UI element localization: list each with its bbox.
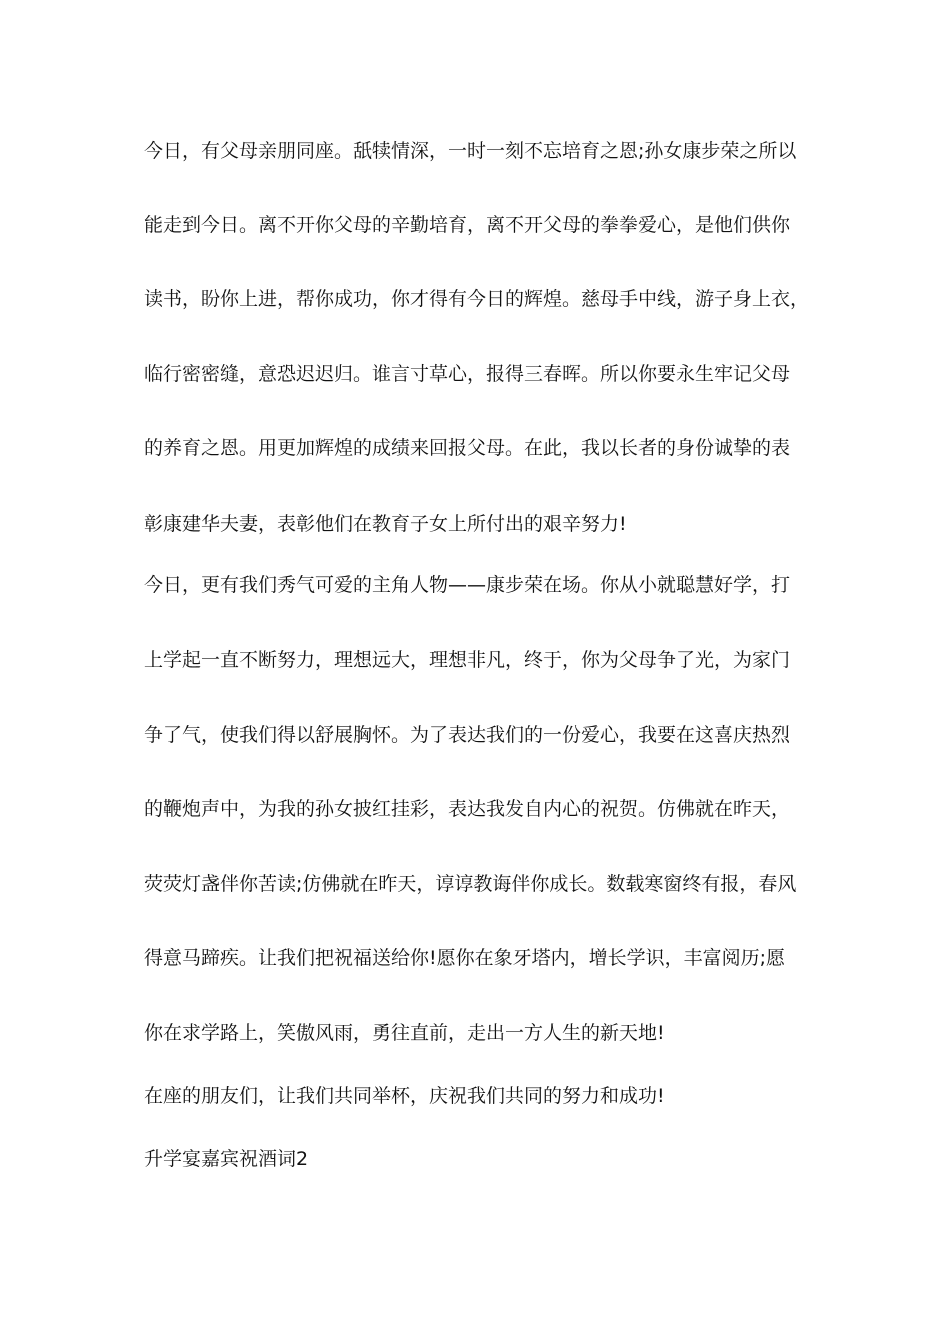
paragraph-line: 得意马蹄疾。让我们把祝福送给你!愿你在象牙塔内，增长学识，丰富阅历;愿 [144,947,786,969]
paragraph-line: 的鞭炮声中，为我的孙女披红挂彩，表达我发自内心的祝贺。仿佛就在昨天， [144,798,791,820]
paragraph-line: 今日，更有我们秀气可爱的主角人物——康步荣在场。你从小就聪慧好学，打 [144,574,791,596]
section-heading: 升学宴嘉宾祝酒词2 [144,1148,309,1170]
paragraph-line: 的养育之恩。用更加辉煌的成绩来回报父母。在此，我以长者的身份诚挚的表 [144,437,791,459]
paragraph-line: 读书，盼你上进，帮你成功，你才得有今日的辉煌。慈母手中线，游子身上衣， [144,288,810,310]
paragraph-line: 能走到今日。离不开你父母的辛勤培育，离不开父母的拳拳爱心，是他们供你 [144,214,791,236]
paragraph-line: 今日，有父母亲朋同座。舐犊情深，一时一刻不忘培育之恩;孙女康步荣之所以 [144,140,797,162]
paragraph-line: 临行密密缝，意恐迟迟归。谁言寸草心，报得三春晖。所以你要永生牢记父母 [144,363,791,385]
paragraph-line: 彰康建华夫妻，表彰他们在教育子女上所付出的艰辛努力! [144,513,627,535]
paragraph-line: 你在求学路上，笑傲风雨，勇往直前，走出一方人生的新天地! [144,1022,665,1044]
paragraph-line: 在座的朋友们，让我们共同举杯，庆祝我们共同的努力和成功! [144,1085,665,1107]
paragraph-line: 争了气，使我们得以舒展胸怀。为了表达我们的一份爱心，我要在这喜庆热烈 [144,724,791,746]
paragraph-line: 荧荧灯盏伴你苦读;仿佛就在昨天，谆谆教诲伴你成长。数载寒窗终有报，春风 [144,873,797,895]
paragraph-line: 上学起一直不断努力，理想远大，理想非凡，终于，你为父母争了光，为家门 [144,649,791,671]
